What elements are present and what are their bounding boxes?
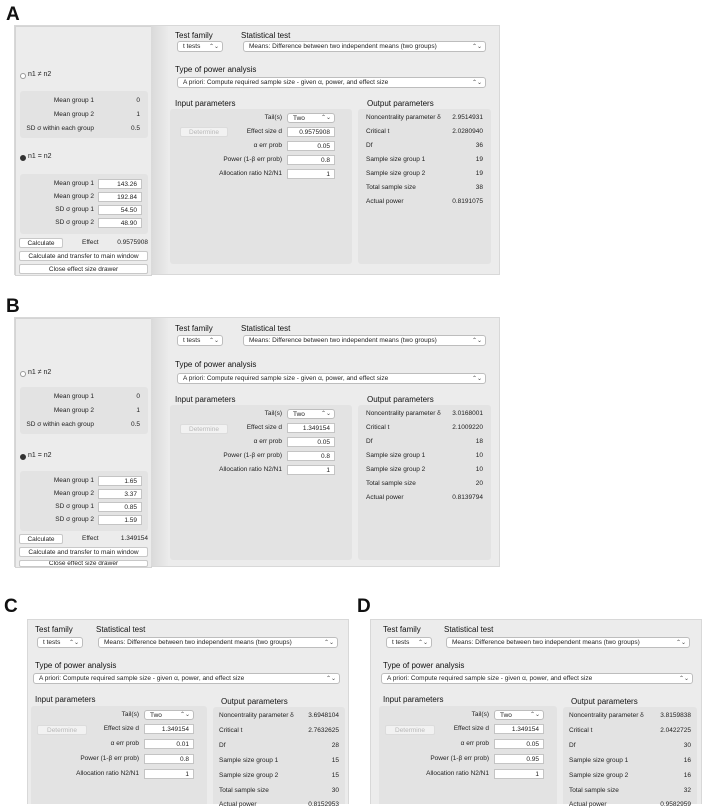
alpha-field[interactable]: 0.05 [494, 739, 544, 749]
mean2-field[interactable]: 192.84 [98, 192, 142, 202]
input-parameters-heading: Input parameters [383, 695, 444, 704]
unequal-params-group [20, 387, 148, 434]
critical-t-label: Critical t [366, 424, 390, 431]
analysis-type-heading: Type of power analysis [383, 661, 465, 670]
effect-size-drawer [15, 26, 152, 276]
sd1-label: SD σ group 1 [55, 503, 94, 510]
sd1-field[interactable]: 54.50 [98, 205, 142, 215]
statistical-test-heading: Statistical test [241, 31, 291, 40]
critical-t-label: Critical t [569, 727, 593, 734]
ncp-value: 3.8159838 [660, 712, 691, 719]
statistical-test-select[interactable] [243, 335, 486, 346]
sd-within-label: SD σ within each group [26, 421, 94, 428]
total-value: 32 [683, 787, 691, 794]
total-label: Total sample size [569, 787, 619, 794]
mean1-label: Mean group 1 [53, 393, 94, 400]
power-field[interactable]: 0.95 [494, 754, 544, 764]
total-value: 30 [331, 787, 339, 794]
test-family-value: t tests [392, 639, 410, 646]
sd1-field[interactable]: 0.85 [98, 502, 142, 512]
actual-power-label: Actual power [219, 801, 257, 808]
tails-label: Tail(s) [471, 711, 489, 718]
n1-value: 16 [683, 757, 691, 764]
select-chevron-icon: ⌃⌄ [417, 640, 428, 646]
total-value: 20 [475, 480, 483, 487]
determine-button[interactable]: Determine [180, 127, 228, 137]
drawer-edge [151, 26, 169, 274]
panel-label-b: B [6, 296, 20, 317]
analysis-type-select[interactable] [177, 373, 486, 384]
output-parameters-heading: Output parameters [571, 697, 638, 706]
equal-params-group [20, 471, 148, 531]
effect-size-field[interactable]: 0.9575908 [287, 127, 335, 137]
mean2-value: 1 [136, 407, 140, 414]
df-value: 18 [475, 438, 483, 445]
ncp-label: Noncentrality parameter δ [366, 410, 441, 417]
tails-select[interactable] [287, 409, 335, 419]
select-chevron-icon: ⌃⌄ [471, 80, 482, 86]
determine-button[interactable]: Determine [385, 725, 435, 735]
panel-label-c: C [4, 596, 18, 617]
sd2-label: SD σ group 2 [55, 219, 94, 226]
select-chevron-icon: ⌃⌄ [68, 640, 79, 646]
analysis-type-select[interactable] [33, 673, 340, 684]
effect-label: Effect [82, 239, 99, 246]
power-field[interactable]: 0.8 [287, 155, 335, 165]
allocation-field[interactable]: 1 [144, 769, 194, 779]
select-chevron-icon: ⌃⌄ [208, 338, 219, 344]
radio-equal-label: n1 = n2 [28, 452, 52, 459]
statistical-test-value: Means: Difference between two independent means (two groups) [249, 43, 437, 50]
analysis-type-heading: Type of power analysis [175, 360, 257, 369]
alpha-label: α err prob [253, 142, 282, 149]
effect-size-label: Effect size d [103, 725, 139, 732]
statistical-test-heading: Statistical test [444, 625, 494, 634]
analysis-type-value: A priori: Compute required sample size - given α, power, and effect size [387, 675, 593, 682]
analysis-type-select[interactable] [381, 673, 693, 684]
effect-size-field[interactable]: 1.349154 [144, 724, 194, 734]
effect-size-label: Effect size d [246, 128, 282, 135]
test-family-heading: Test family [383, 625, 421, 634]
test-family-select[interactable] [177, 41, 223, 52]
tails-value: Two [150, 712, 162, 719]
sd2-label: SD σ group 2 [55, 516, 94, 523]
select-chevron-icon: ⌃⌄ [471, 338, 482, 344]
mean1-field[interactable]: 143.26 [98, 179, 142, 189]
output-parameters-heading: Output parameters [367, 395, 434, 404]
select-chevron-icon: ⌃⌄ [320, 411, 331, 417]
statistical-test-select[interactable] [446, 637, 690, 648]
total-label: Total sample size [366, 184, 416, 191]
total-label: Total sample size [219, 787, 269, 794]
actual-power-label: Actual power [366, 494, 404, 501]
df-value: 28 [331, 742, 339, 749]
df-value: 30 [683, 742, 691, 749]
n2-label: Sample size group 2 [569, 772, 629, 779]
analysis-type-value: A priori: Compute required sample size - given α, power, and effect size [183, 375, 389, 382]
unequal-params-group [20, 91, 148, 138]
tails-value: Two [500, 712, 512, 719]
test-family-value: t tests [183, 43, 201, 50]
n1-label: Sample size group 1 [366, 452, 426, 459]
calc-transfer-button[interactable]: Calculate and transfer to main window [19, 547, 148, 557]
select-chevron-icon: ⌃⌄ [471, 376, 482, 382]
actual-power-label: Actual power [569, 801, 607, 808]
select-chevron-icon: ⌃⌄ [471, 44, 482, 50]
actual-power-value: 0.8139794 [452, 494, 483, 501]
effect-size-field[interactable]: 1.349154 [287, 423, 335, 433]
sd2-field[interactable]: 1.59 [98, 515, 142, 525]
analysis-type-heading: Type of power analysis [175, 65, 257, 74]
test-family-select[interactable] [177, 335, 223, 346]
n1-value: 10 [475, 452, 483, 459]
alpha-field[interactable]: 0.05 [287, 437, 335, 447]
mean1-field[interactable]: 1.65 [98, 476, 142, 486]
n1-label: Sample size group 1 [569, 757, 629, 764]
allocation-field[interactable]: 1 [494, 769, 544, 779]
n2-value: 10 [475, 466, 483, 473]
ncp-value: 3.6948104 [308, 712, 339, 719]
select-chevron-icon: ⌃⌄ [325, 676, 336, 682]
tails-label: Tail(s) [264, 410, 282, 417]
sd-within-value: 0.5 [130, 421, 140, 428]
statistical-test-value: Means: Difference between two independent means (two groups) [452, 639, 640, 646]
df-label: Df [366, 142, 373, 149]
sd-within-value: 0.5 [130, 125, 140, 132]
test-family-select[interactable] [386, 637, 432, 648]
statistical-test-select[interactable] [98, 637, 338, 648]
input-parameters-heading: Input parameters [175, 99, 236, 108]
df-label: Df [219, 742, 226, 749]
total-label: Total sample size [366, 480, 416, 487]
select-chevron-icon: ⌃⌄ [678, 676, 689, 682]
critical-t-value: 2.0280940 [452, 128, 483, 135]
n1-value: 19 [475, 156, 483, 163]
effect-size-drawer [15, 318, 152, 568]
power-label: Power (1-β err prob) [430, 755, 489, 762]
panel-label-a: A [6, 4, 20, 25]
power-field[interactable]: 0.8 [144, 754, 194, 764]
actual-power-label: Actual power [366, 198, 404, 205]
n2-label: Sample size group 2 [219, 772, 279, 779]
output-parameters-group [358, 405, 491, 560]
select-chevron-icon: ⌃⌄ [529, 712, 540, 718]
power-label: Power (1-β err prob) [223, 156, 282, 163]
effect-value: 0.9575908 [117, 239, 148, 246]
critical-t-value: 2.0422725 [660, 727, 691, 734]
radio-equal-n[interactable] [20, 454, 26, 460]
ncp-label: Noncentrality parameter δ [366, 114, 441, 121]
gpower-window-b [14, 317, 500, 567]
tails-label: Tail(s) [121, 711, 139, 718]
ncp-value: 3.0168001 [452, 410, 483, 417]
effect-size-label: Effect size d [453, 725, 489, 732]
tails-select[interactable] [144, 710, 194, 720]
gpower-window-c [27, 619, 349, 808]
effect-size-field[interactable]: 1.349154 [494, 724, 544, 734]
input-parameters-heading: Input parameters [35, 695, 96, 704]
select-chevron-icon: ⌃⌄ [208, 44, 219, 50]
select-chevron-icon: ⌃⌄ [323, 640, 334, 646]
input-parameters-group [170, 109, 352, 264]
sd2-field[interactable]: 48.90 [98, 218, 142, 228]
n1-value: 15 [331, 757, 339, 764]
alpha-label: α err prob [253, 438, 282, 445]
mean2-label: Mean group 2 [53, 193, 94, 200]
allocation-field[interactable]: 1 [287, 465, 335, 475]
allocation-label: Allocation ratio N2/N1 [426, 770, 489, 777]
alpha-field[interactable]: 0.01 [144, 739, 194, 749]
gpower-window-d [370, 619, 702, 808]
radio-equal-label: n1 = n2 [28, 153, 52, 160]
n2-value: 16 [683, 772, 691, 779]
alpha-label: α err prob [460, 740, 489, 747]
radio-unequal-label: n1 ≠ n2 [28, 71, 52, 78]
input-parameters-group [379, 706, 557, 804]
determine-button[interactable]: Determine [180, 424, 228, 434]
effect-value: 1.349154 [120, 535, 148, 542]
power-label: Power (1-β err prob) [223, 452, 282, 459]
critical-t-label: Critical t [219, 727, 243, 734]
radio-unequal-n[interactable] [20, 73, 26, 79]
alpha-field[interactable]: 0.05 [287, 141, 335, 151]
n1-label: Sample size group 1 [366, 156, 426, 163]
allocation-label: Allocation ratio N2/N1 [76, 770, 139, 777]
effect-size-label: Effect size d [246, 424, 282, 431]
radio-equal-n[interactable] [20, 155, 26, 161]
tails-label: Tail(s) [264, 114, 282, 121]
actual-power-value: 0.8191075 [452, 198, 483, 205]
analysis-type-select[interactable] [177, 77, 486, 88]
actual-power-value: 0.9582959 [660, 801, 691, 808]
test-family-value: t tests [43, 639, 61, 646]
analysis-type-value: A priori: Compute required sample size - given α, power, and effect size [39, 675, 245, 682]
alpha-label: α err prob [110, 740, 139, 747]
close-drawer-button[interactable]: Close effect size drawer [19, 264, 148, 274]
determine-button[interactable]: Determine [37, 725, 87, 735]
ncp-value: 2.9514931 [452, 114, 483, 121]
statistical-test-value: Means: Difference between two independent means (two groups) [249, 337, 437, 344]
output-parameters-heading: Output parameters [221, 697, 288, 706]
panel-label-d: D [357, 596, 371, 617]
analysis-type-heading: Type of power analysis [35, 661, 117, 670]
output-parameters-group [213, 707, 345, 808]
effect-label: Effect [82, 535, 99, 542]
select-chevron-icon: ⌃⌄ [675, 640, 686, 646]
select-chevron-icon: ⌃⌄ [320, 115, 331, 121]
test-family-heading: Test family [175, 31, 213, 40]
mean1-label: Mean group 1 [53, 97, 94, 104]
analysis-type-value: A priori: Compute required sample size - given α, power, and effect size [183, 79, 389, 86]
mean1-value: 0 [136, 393, 140, 400]
radio-unequal-n[interactable] [20, 371, 26, 377]
mean1-label: Mean group 1 [53, 477, 94, 484]
power-label: Power (1-β err prob) [80, 755, 139, 762]
test-family-heading: Test family [175, 324, 213, 333]
output-parameters-heading: Output parameters [367, 99, 434, 108]
df-label: Df [569, 742, 576, 749]
statistical-test-heading: Statistical test [96, 625, 146, 634]
ncp-label: Noncentrality parameter δ [569, 712, 644, 719]
df-label: Df [366, 438, 373, 445]
statistical-test-select[interactable] [243, 41, 486, 52]
input-parameters-group [170, 405, 352, 560]
n2-value: 15 [331, 772, 339, 779]
radio-unequal-label: n1 ≠ n2 [28, 369, 52, 376]
mean2-field[interactable]: 3.37 [98, 489, 142, 499]
input-parameters-heading: Input parameters [175, 395, 236, 404]
mean2-label: Mean group 2 [53, 490, 94, 497]
critical-t-label: Critical t [366, 128, 390, 135]
output-parameters-group [563, 707, 697, 808]
allocation-field[interactable]: 1 [287, 169, 335, 179]
tails-select[interactable] [287, 113, 335, 123]
mean2-value: 1 [136, 111, 140, 118]
allocation-label: Allocation ratio N2/N1 [219, 466, 282, 473]
total-value: 38 [475, 184, 483, 191]
statistical-test-value: Means: Difference between two independent means (two groups) [104, 639, 292, 646]
n2-label: Sample size group 2 [366, 466, 426, 473]
mean1-value: 0 [136, 97, 140, 104]
sd1-label: SD σ group 1 [55, 206, 94, 213]
n2-label: Sample size group 2 [366, 170, 426, 177]
output-parameters-group [358, 109, 491, 264]
test-family-heading: Test family [35, 625, 73, 634]
allocation-label: Allocation ratio N2/N1 [219, 170, 282, 177]
close-drawer-button[interactable]: Close effect size drawer [19, 560, 148, 567]
power-field[interactable]: 0.8 [287, 451, 335, 461]
critical-t-value: 2.7632625 [308, 727, 339, 734]
statistical-test-heading: Statistical test [241, 324, 291, 333]
df-value: 36 [475, 142, 483, 149]
test-family-value: t tests [183, 337, 201, 344]
sd-within-label: SD σ within each group [26, 125, 94, 132]
drawer-edge [151, 318, 169, 566]
calc-transfer-button[interactable]: Calculate and transfer to main window [19, 251, 148, 261]
calculate-button[interactable]: Calculate [19, 238, 63, 248]
select-chevron-icon: ⌃⌄ [179, 712, 190, 718]
mean1-label: Mean group 1 [53, 180, 94, 187]
test-family-select[interactable] [37, 637, 83, 648]
calculate-button[interactable]: Calculate [19, 534, 63, 544]
gpower-window-a [14, 25, 500, 275]
tails-value: Two [293, 115, 305, 122]
mean2-label: Mean group 2 [53, 111, 94, 118]
mean2-label: Mean group 2 [53, 407, 94, 414]
ncp-label: Noncentrality parameter δ [219, 712, 294, 719]
n1-label: Sample size group 1 [219, 757, 279, 764]
tails-select[interactable] [494, 710, 544, 720]
actual-power-value: 0.8152953 [308, 801, 339, 808]
critical-t-value: 2.1009220 [452, 424, 483, 431]
tails-value: Two [293, 411, 305, 418]
input-parameters-group [31, 706, 207, 804]
equal-params-group [20, 174, 148, 234]
n2-value: 19 [475, 170, 483, 177]
